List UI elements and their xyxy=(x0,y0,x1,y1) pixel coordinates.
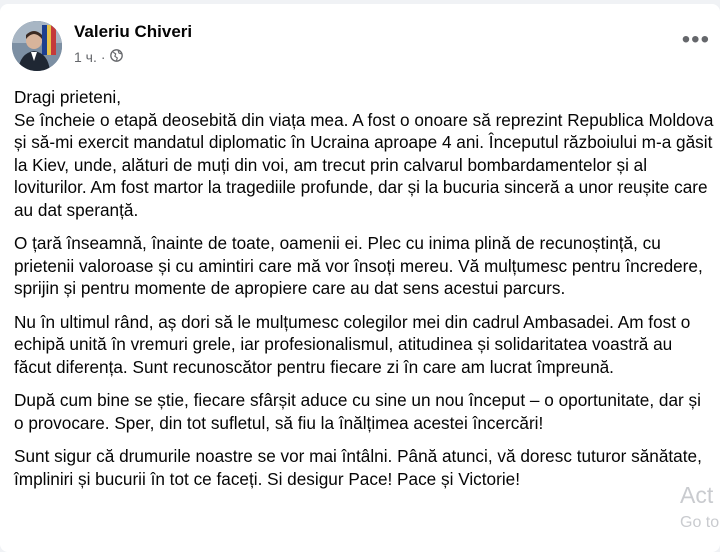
author-name[interactable]: Valeriu Chiveri xyxy=(74,22,193,41)
post-body xyxy=(14,86,714,501)
meta-separator: · xyxy=(100,49,106,65)
windows-activation-watermark-sub: Go to xyxy=(680,514,720,531)
more-options-icon[interactable]: ••• xyxy=(681,26,710,53)
post-paragraph: Dragi prieteni, Se încheie o etapă deosebită din viața mea. A fost o onoare să reprezint Republica Moldova și să-mi exercit mandatul diplomatic în Ucraina aproape 4 ani. Începutul războiului m-a găsit la Kiev, unde, alături de muți din voi, am trecut prin calvarul bombardamentelor și al loviturilor. Am fost martor la tragediile profunde, dar și la bucuria sinceră a unor reușite care au dat speranță. xyxy=(14,87,714,220)
post-paragraph: După cum bine se știe, fiecare sfârșit aduce cu sine un nou început – o oportunitate, dar și o provocare. Sper, din tot sufletul, să fiu la înălțimea acestei încercări! xyxy=(14,390,701,433)
avatar[interactable] xyxy=(12,21,62,71)
post-meta xyxy=(74,49,123,65)
post-paragraph: Nu în ultimul rând, aș dori să le mulțumesc colegilor mei din cadrul Ambasadei. Am fost o echipă unită în vremuri grele, iar profesionalismul, atitudinea și solidaritatea voastră au făcut diferența. Sunt recunoscător pentru fiecare zi în care am lucrat împreună. xyxy=(14,311,691,377)
windows-activation-watermark: Act xyxy=(680,482,714,508)
post-card xyxy=(0,4,720,552)
post-time[interactable]: 1 ч. xyxy=(74,49,97,65)
post-paragraph: O țară înseamnă, înainte de toate, oamenii ei. Plec cu inima plină de recunoștință, cu prietenii valoroase și cu amintiri care mă vor însoți mereu. Vă mulțumesc pentru încredere, sprijin și pentru momente de apropiere care au dat sens acestui parcurs. xyxy=(14,233,703,298)
globe-icon[interactable] xyxy=(110,49,123,65)
post-paragraph: Sunt sigur că drumurile noastre se vor mai întâlni. Până atunci, vă doresc tuturor sănătate, împliniri și bucurii în tot ce faceți. Si desigur Pace! Pace și Victorie! xyxy=(14,446,702,489)
